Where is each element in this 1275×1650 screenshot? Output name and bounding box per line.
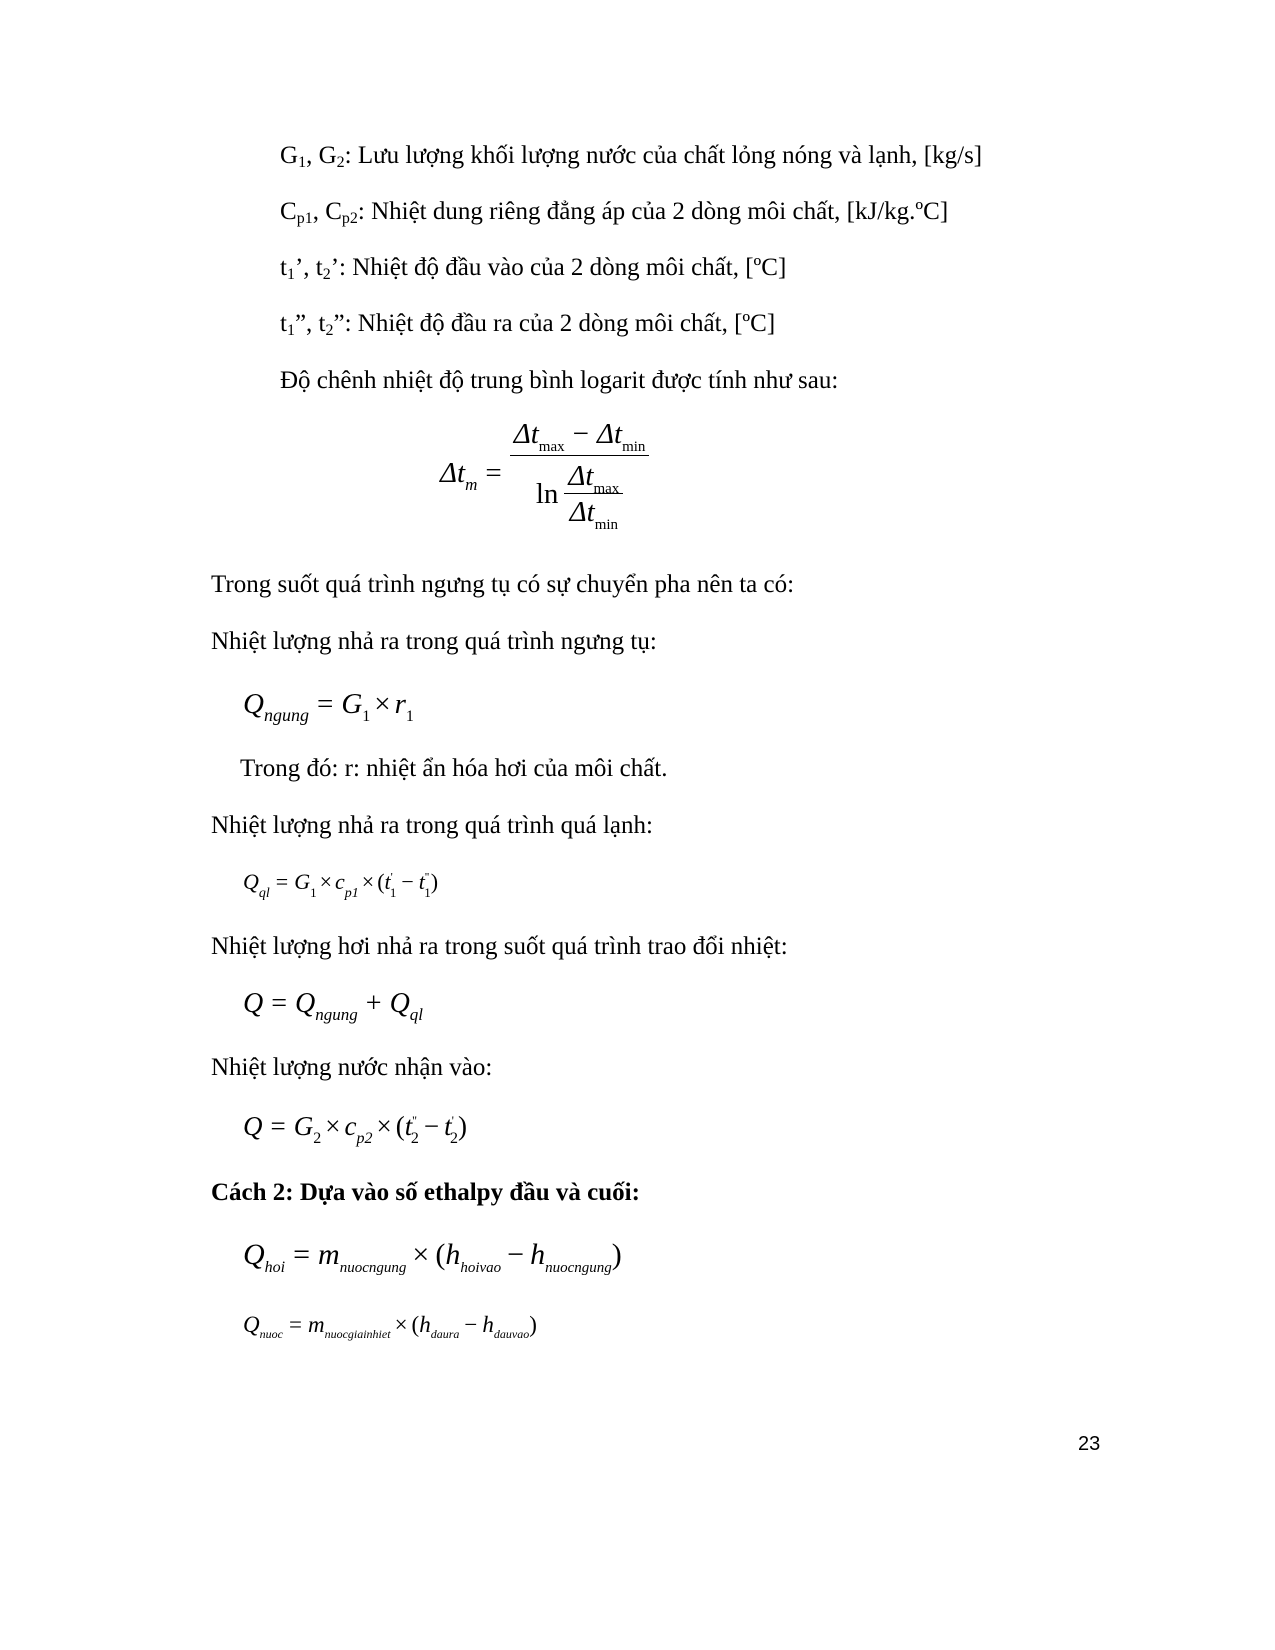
formula-q-hoi: $Q_{hoi} = m_{nuocngung} \times (h_{hoivao} - h_{nuocngung})$: [243, 1238, 622, 1276]
formula-q-ngung: $Q_{ngung} = G_1 \times r_1$: [243, 688, 414, 725]
formula-q-total: $Q = Q_{ngung} + Q_{ql}$: [243, 988, 424, 1024]
formula-q-water: $Q = G_2 \times c_{p2} \times (t''_2 - t'_2)$: [243, 1111, 467, 1147]
total-heat-label: Nhiệt lượng hơi nhả ra trong suốt quá trình trao đổi nhiệt:: [211, 933, 788, 960]
formula-q-ql: $Q_{ql} = G_1 \times c_{p1} \times (t'_1 - t''_1)$: [243, 869, 439, 901]
condense-heat-label: Nhiệt lượng nhả ra trong quá trình ngưng tụ:: [211, 628, 657, 655]
page-number: 23: [1078, 1433, 1101, 1455]
subcool-label: Nhiệt lượng nhả ra trong quá trình quá lạnh:: [211, 812, 653, 839]
lmtd-formula: $\Delta t_m$ = $\Delta t_{max} - \Delta t_{min}$ ln $\frac{\Delta t_{max}}{\Delta t_{min}}$: [440, 420, 649, 527]
where-note: Trong đó: r: nhiệt ẩn hóa hơi của môi chất.: [240, 755, 668, 782]
definition-cp: $C_{p1}$, $C_{p2}$: Nhiệt dung riêng đẳng áp của 2 dòng môi chất, [kJ/kg.ºC]: [280, 198, 949, 227]
definition-t-out: $t_1$”, $t_2$”: Nhiệt độ đầu ra của 2 dòng môi chất, [ºC]: [280, 310, 776, 339]
definition-t-in: $t_1$’, $t_2$’: Nhiệt độ đầu vào của 2 dòng môi chất, [ºC]: [280, 254, 787, 283]
method2-heading: Cách 2: Dựa vào số ethalpy đầu và cuối:: [211, 1179, 640, 1206]
definition-g: $G_1$, $G_2$: Lưu lượng khối lượng nước của chất lỏng nóng và lạnh, [kg/s]: [280, 142, 983, 171]
lmtd-fraction: $\Delta t_{max} - \Delta t_{min}$ ln $\frac{\Delta t_{max}}{\Delta t_{min}}$: [510, 420, 650, 527]
water-heat-label: Nhiệt lượng nước nhận vào:: [211, 1054, 493, 1081]
condense-intro: Trong suốt quá trình ngưng tụ có sự chuyển pha nên ta có:: [211, 571, 795, 598]
formula-q-nuoc: $Q_{nuoc} = m_{nuocgiainhiet} \times (h_{daura} - h_{dauvao})$: [243, 1312, 537, 1341]
lmtd-intro: Độ chênh nhiệt độ trung bình logarit được tính như sau:: [280, 367, 839, 394]
